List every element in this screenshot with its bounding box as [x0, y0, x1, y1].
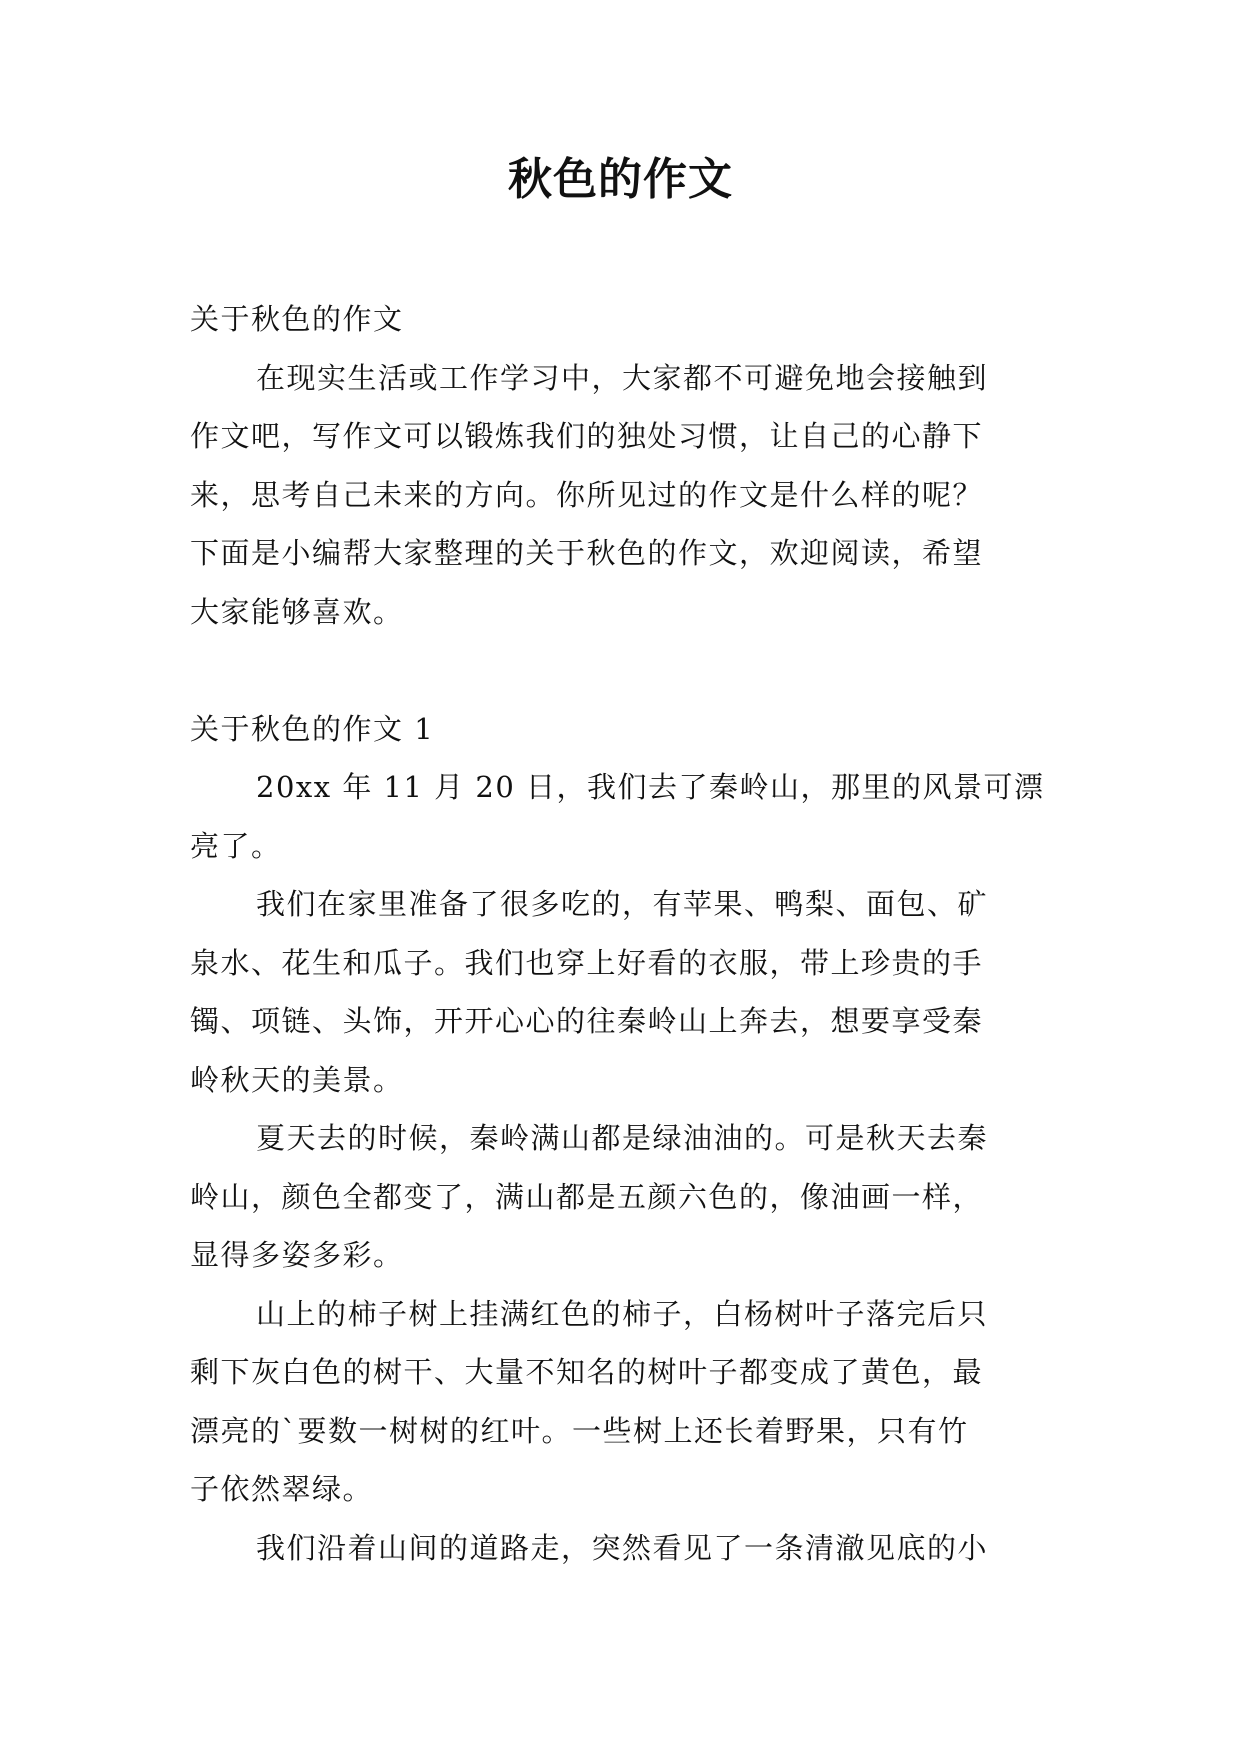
essay-line: 岭山，颜色全都变了，满山都是五颜六色的，像油画一样， [190, 1179, 984, 1214]
intro-line: 作文吧，写作文可以锻炼我们的独处习惯，让自己的心静下 [190, 419, 984, 453]
essay-line: 我们沿着山间的道路走，突然看见了一条清澈见底的小 [256, 1530, 989, 1565]
intro-line: 大家能够喜欢。 [190, 594, 404, 629]
essay-line: 夏天去的时候，秦岭满山都是绿油油的。可是秋天去秦 [256, 1121, 989, 1155]
essay-line: 显得多姿多彩。 [190, 1238, 404, 1272]
page-title: 秋色的作文 [508, 154, 733, 205]
intro-line: 下面是小编帮大家整理的关于秋色的作文，欢迎阅读，希望 [190, 536, 984, 570]
essay-heading: 关于秋色的作文 1 [190, 711, 435, 746]
section-gap [190, 641, 1052, 700]
essay-line: 我们在家里准备了很多吃的，有苹果、鸭梨、面包、矿 [256, 887, 989, 921]
intro-line: 在现实生活或工作学习中，大家都不可避免地会接触到 [256, 360, 989, 395]
essay-line: 岭秋天的美景。 [190, 1062, 404, 1097]
essay-line: 剩下灰白色的树干、大量不知名的树叶子都变成了黄色，最 [190, 1355, 984, 1389]
document-body [190, 290, 1052, 1577]
intro-line: 来，思考自己未来的方向。你所见过的作文是什么样的呢？ [190, 477, 984, 512]
essay-line: 泉水、花生和瓜子。我们也穿上好看的衣服，带上珍贵的手 [190, 945, 984, 980]
essay-line: 漂亮的`要数一树树的红叶。一些树上还长着野果，只有竹 [190, 1413, 969, 1448]
essay-line: 子依然翠绿。 [190, 1472, 374, 1506]
essay-line: 亮了。 [190, 828, 282, 863]
essay-line: 镯、项链、头饰，开开心心的往秦岭山上奔去，想要享受秦 [190, 1004, 984, 1038]
intro-heading: 关于秋色的作文 [190, 302, 404, 336]
essay-line: 20xx 年 11 月 20 日，我们去了秦岭山，那里的风景可漂 [256, 770, 1045, 804]
essay-line: 山上的柿子树上挂满红色的柿子，白杨树叶子落完后只 [256, 1296, 989, 1331]
